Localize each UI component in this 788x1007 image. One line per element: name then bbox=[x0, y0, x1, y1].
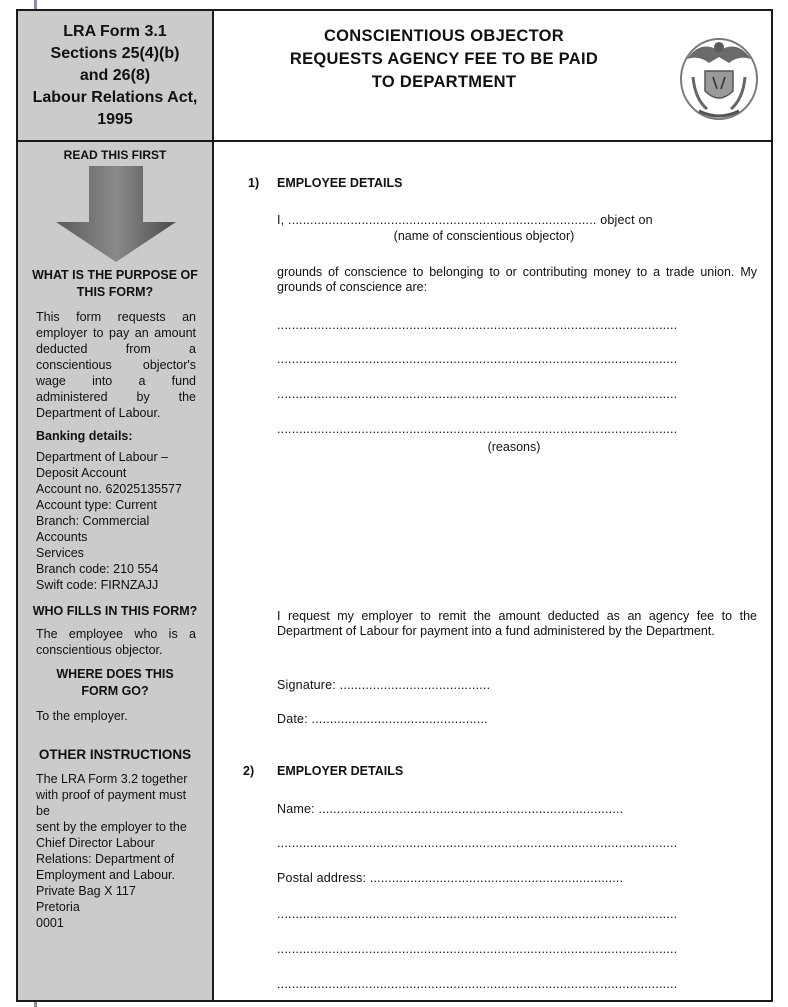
form-page bbox=[16, 9, 773, 1002]
request-text: I request my employer to remit the amount deducted as an agency fee to the Department of Labour for payment into a fund administered by the Department. bbox=[277, 609, 757, 638]
instruction-line: Pretoria bbox=[36, 900, 80, 914]
banking-line: Services bbox=[36, 546, 84, 560]
banking-line: Account type: Current bbox=[36, 498, 157, 512]
banking-line: Department of Labour – bbox=[36, 450, 169, 464]
form-header bbox=[214, 11, 771, 142]
reasons-note: (reasons) bbox=[487, 440, 541, 454]
other-instructions bbox=[18, 771, 212, 931]
title-line: REQUESTS AGENCY FEE TO BE PAID bbox=[289, 50, 599, 68]
instruction-line: Relations: Department of bbox=[36, 852, 175, 866]
section-title: EMPLOYER DETAILS bbox=[277, 764, 404, 778]
banking-line: Branch: Commercial Accounts bbox=[36, 514, 150, 544]
postal-address-line[interactable]: ............................................................................................................. bbox=[277, 977, 678, 991]
date-field[interactable]: Date: ................................................ bbox=[277, 712, 488, 726]
coat-of-arms-icon bbox=[677, 29, 761, 125]
reason-line[interactable]: ............................................................................................................. bbox=[277, 422, 678, 436]
employer-name-line[interactable]: ............................................................................................................. bbox=[277, 836, 678, 850]
instruction-line: Private Bag X 117 bbox=[36, 884, 136, 898]
postal-address-field[interactable]: Postal address: ..................................................................... bbox=[277, 871, 624, 885]
section-number: 2) bbox=[243, 764, 255, 778]
banking-line: Account no. 62025135577 bbox=[36, 482, 182, 496]
other-instructions-heading: OTHER INSTRUCTIONS bbox=[38, 747, 192, 762]
form-id-line: 1995 bbox=[97, 111, 133, 128]
down-arrow-icon bbox=[56, 166, 176, 262]
instruction-line: The LRA Form 3.2 together bbox=[36, 772, 188, 786]
banking-line: Deposit Account bbox=[36, 466, 127, 480]
form-content bbox=[214, 142, 771, 1000]
postal-address-line[interactable]: ............................................................................................................. bbox=[277, 907, 678, 921]
instruction-line: Employment and Labour. bbox=[36, 868, 175, 882]
objector-name-field[interactable]: I, .................................................................................... object on bbox=[277, 213, 653, 227]
form-id-line: LRA Form 3.1 bbox=[63, 23, 167, 40]
signature-field[interactable]: Signature: ......................................... bbox=[277, 678, 491, 692]
form-identifier bbox=[18, 11, 212, 142]
instruction-sidebar bbox=[18, 11, 214, 1000]
banking-line: Branch code: 210 554 bbox=[36, 562, 159, 576]
instruction-line: sent by the employer to the bbox=[36, 820, 187, 834]
instruction-line: 0001 bbox=[36, 916, 64, 930]
where-heading: WHERE DOES THIS FORM GO? bbox=[56, 667, 174, 698]
purpose-heading: WHAT IS THE PURPOSE OF THIS FORM? bbox=[32, 268, 198, 299]
form-title bbox=[244, 25, 644, 94]
instruction-line: Chief Director Labour bbox=[36, 836, 155, 850]
form-id-line: and 26(8) bbox=[79, 67, 151, 84]
banking-line: Swift code: FIRNZAJJ bbox=[36, 578, 159, 592]
banking-heading: Banking details: bbox=[36, 429, 133, 443]
employer-name-field[interactable]: Name: ................................................................................... bbox=[277, 802, 624, 816]
form-id-line: Labour Relations Act, bbox=[32, 89, 198, 106]
form-id-line: Sections 25(4)(b) bbox=[50, 45, 180, 62]
arrow-container bbox=[18, 162, 212, 267]
instruction-line: with proof of payment must be bbox=[36, 788, 187, 818]
who-text: The employee who is a conscientious objector. bbox=[36, 627, 196, 657]
where-text: To the employer. bbox=[36, 709, 128, 723]
section-number: 1) bbox=[248, 176, 260, 190]
read-first-heading: READ THIS FIRST bbox=[63, 148, 167, 162]
reason-line[interactable]: ............................................................................................................. bbox=[277, 387, 678, 401]
title-line: TO DEPARTMENT bbox=[371, 73, 517, 91]
purpose-text: This form requests an employer to pay an amount deducted from a conscientious objector's wage into a fund administered by the Department of Labour. bbox=[36, 310, 196, 420]
name-note: (name of conscientious objector) bbox=[393, 229, 575, 243]
grounds-text: grounds of conscience to belonging to or contributing money to a trade union. My grounds of conscience are: bbox=[277, 265, 757, 294]
reason-line[interactable]: ............................................................................................................. bbox=[277, 318, 678, 332]
reason-line[interactable]: ............................................................................................................. bbox=[277, 352, 678, 366]
banking-details bbox=[18, 449, 212, 593]
who-heading: WHO FILLS IN THIS FORM? bbox=[32, 604, 198, 618]
section-title: EMPLOYEE DETAILS bbox=[277, 176, 403, 190]
postal-address-line[interactable]: ............................................................................................................. bbox=[277, 942, 678, 956]
title-line: CONSCIENTIOUS OBJECTOR bbox=[323, 27, 565, 45]
